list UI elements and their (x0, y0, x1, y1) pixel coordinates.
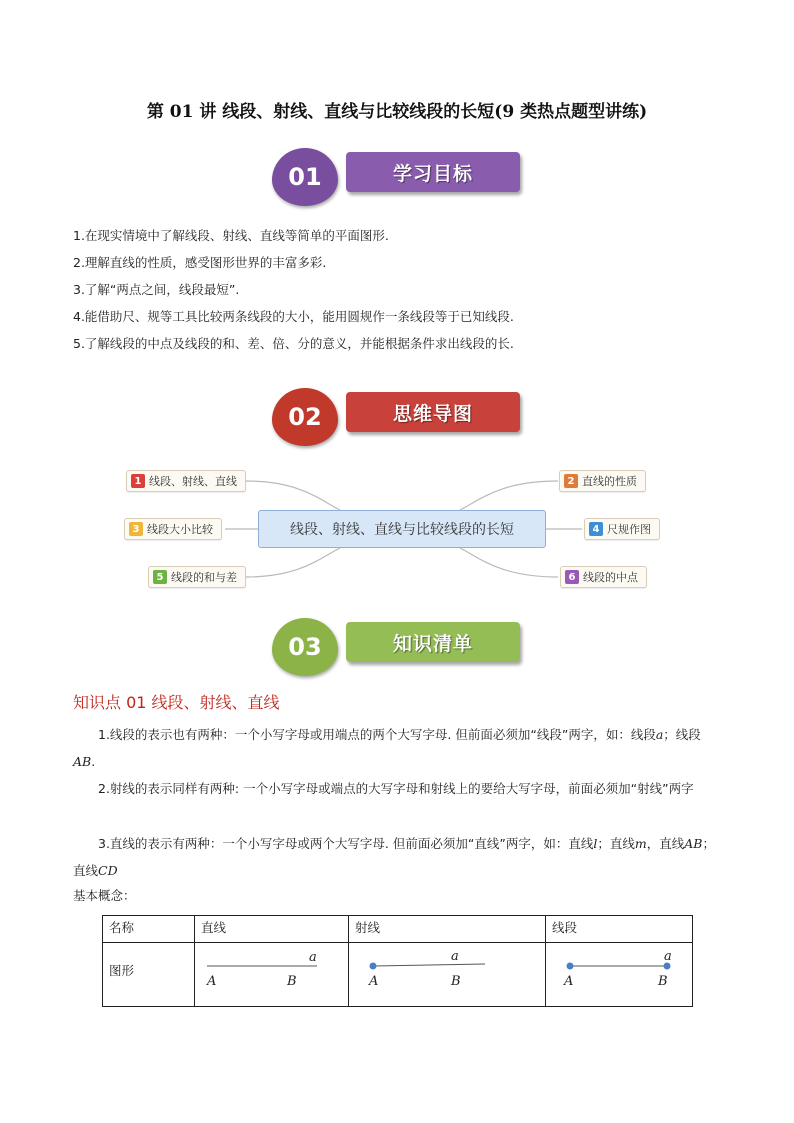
goal-item: 5.了解线段的中点及线段的和、差、倍、分的意义，并能根据条件求出线段的长. (73, 336, 514, 351)
table-header-cell: 线段 (546, 916, 693, 943)
paragraph-text: . (91, 754, 96, 769)
mind-map-leaf (560, 566, 647, 588)
paragraph-text: 3.直线的表示有两种：一个小写字母或两个大写字母. 但前面必须加“直线”两字，如：直线 (98, 836, 594, 851)
mind-map-leaf (126, 470, 246, 492)
math-var: m (634, 836, 647, 851)
goals-list (73, 222, 733, 357)
mind-map-center: 线段、射线、直线与比较线段的长短 (258, 510, 546, 548)
label-a: a (664, 949, 672, 964)
mind-map-leaf (148, 566, 246, 588)
leaf-number: 6 (565, 570, 579, 584)
paragraph-text: ；直线 (597, 836, 635, 851)
leaf-label: 线段的中点 (583, 571, 638, 584)
figure-cell-segment (546, 943, 693, 1007)
paragraph-text: ，直线 (646, 836, 685, 851)
leaf-number: 5 (153, 570, 167, 584)
math-var: a (655, 727, 664, 742)
math-var: AB (73, 754, 92, 769)
table-header-cell: 射线 (349, 916, 546, 943)
ray-endpoint (370, 963, 377, 970)
basic-concepts-label: 基本概念： (73, 888, 136, 903)
table-row (103, 943, 693, 1007)
math-var: AB (684, 836, 703, 851)
label-point-a: A (369, 974, 379, 989)
section-label: 学习目标 (346, 152, 520, 192)
paragraph-ray-notation: 2.射线的表示同样有两种: 一个小写字母或端点的大写字母和射线上的要给大写字母，前面必须加“射线”两字 (98, 781, 694, 796)
leaf-number: 2 (564, 474, 578, 488)
paragraph-text: 1.线段的表示也有两种：一个小写字母或用端点的两个大写字母. 但前面必须加“线段”两字，如：线段 (98, 727, 656, 742)
ray-shape (373, 964, 485, 966)
paragraph-text: ；直线 (73, 836, 715, 878)
mind-map (0, 460, 794, 600)
table-row-label: 图形 (103, 943, 195, 1007)
goal-item: 4.能借助尺、规等工具比较两条线段的大小，能用圆规作一条线段等于已知线段. (73, 309, 514, 324)
section-number: 02 (272, 388, 338, 446)
table-header-cell: 直线 (195, 916, 349, 943)
leaf-label: 线段、射线、直线 (149, 475, 237, 488)
mind-map-leaf (124, 518, 222, 540)
label-point-b: B (658, 974, 668, 989)
figure-cell-ray (349, 943, 546, 1007)
math-var: CD (98, 863, 118, 878)
paragraph-line-notation (73, 830, 723, 884)
label-a: a (309, 950, 317, 965)
leaf-number: 4 (589, 522, 603, 536)
section-number: 01 (272, 148, 338, 206)
section-label: 思维导图 (346, 392, 520, 432)
leaf-number: 1 (131, 474, 145, 488)
knowledge-point-heading: 知识点 01 线段、射线、直线 (73, 693, 280, 712)
leaf-number: 3 (129, 522, 143, 536)
leaf-label: 尺规作图 (607, 523, 651, 536)
mind-map-leaf (559, 470, 646, 492)
mind-map-leaf (584, 518, 660, 540)
leaf-label: 直线的性质 (582, 475, 637, 488)
figure-cell-line (195, 943, 349, 1007)
concepts-table (102, 915, 693, 1007)
label-a: a (451, 949, 459, 964)
math-var: l (593, 836, 598, 851)
section-number: 03 (272, 618, 338, 676)
segment-figure (552, 943, 682, 1003)
table-header-row (103, 916, 693, 943)
label-point-a: A (207, 974, 217, 989)
segment-endpoint-a (567, 963, 574, 970)
table-header-cell: 名称 (103, 916, 195, 943)
leaf-label: 线段大小比较 (147, 523, 213, 536)
goal-item: 3.了解“两点之间，线段最短”. (73, 282, 240, 297)
paragraph-text: ；线段 (663, 727, 701, 742)
label-point-b: B (287, 974, 297, 989)
line-figure (201, 943, 341, 1003)
paragraph-segment-notation (73, 721, 723, 775)
goal-item: 1.在现实情境中了解线段、射线、直线等简单的平面图形. (73, 228, 389, 243)
goal-item: 2.理解直线的性质，感受图形世界的丰富多彩. (73, 255, 327, 270)
label-point-a: A (564, 974, 574, 989)
page-title: 第 01 讲 线段、射线、直线与比较线段的长短(9 类热点题型讲练) (146, 102, 648, 122)
label-point-b: B (451, 974, 461, 989)
leaf-label: 线段的和与差 (171, 571, 237, 584)
ray-figure (355, 943, 535, 1003)
section-label: 知识清单 (346, 622, 520, 662)
